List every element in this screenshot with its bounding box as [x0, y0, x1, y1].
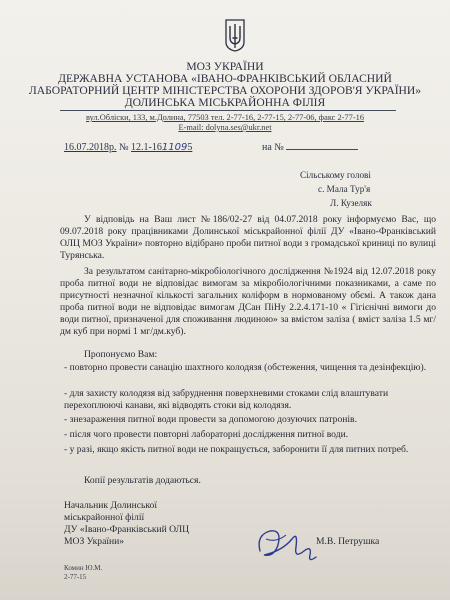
email-line: E-mail: dolyna.ses@ukr.net: [178, 123, 272, 132]
reference-number: 12.1-1611095: [131, 142, 193, 153]
ministry-title: МОЗ УКРАЇНИ: [186, 60, 264, 73]
author-name: Комин Ю.М.: [64, 564, 103, 572]
proposal-item: - після чого провести повторні лабораторні дослідження питної води.: [64, 429, 349, 440]
recipient-title: Сільському голові: [300, 170, 371, 180]
institution-line-1: ДЕРЖАВНА УСТАНОВА «ІВАНО-ФРАНКІВСЬКИЙ ОБЛАСНИЙ: [58, 72, 392, 85]
paragraph-results: За результатом санітарно-мікробіологічного дослідження №1924 від 12.07.2018 року проба питної води не відповідає вимогам за мікробіологічними показниками, а саме по присутності незначної кількості загальних коліформ в нормованому обємі. А також дана проба питної води не відповідає вимогам ДСан ПіНу 2.2.4.171-10 « Гігієнічні вимоги до води питної, призначеної для споживання людиною» за вмістом заліза ( вміст заліза 1.5 мг/дм куб при нормі 1 мг/дм.куб).: [60, 266, 436, 337]
paragraph-response: У відповідь на Ваш лист №186/02-27 від 04.07.2018 року інформуємо Вас, що 09.07.2018 року працівниками Долинської міськрайонної філії ДУ «Івано-Франківський ОЛЦ МОЗ України» повторно відібрано проби питної води з громадської криниці по вулиці Турянська.: [60, 214, 436, 261]
signatory-line-3: ДУ «Івано-Франківський ОЛЦ: [64, 524, 190, 535]
proposals-title: Пропонуємо Вам:: [84, 349, 158, 360]
proposal-item: - повторно провести санацію шахтного колодязя (обстеження, чищення та дезінфекцію).: [64, 362, 427, 373]
signatory-line-4: МОЗ України»: [64, 536, 125, 547]
reply-to-line: на №: [262, 142, 358, 153]
recipient-village: с. Мала Тур'я: [318, 184, 371, 194]
address-line: вул.Обліски, 133, м.Долина, 77503 тел. 2-77-16, 2-77-15, 2-77-06, факс 2-77-16: [85, 113, 365, 122]
handwritten-number: 1109: [161, 142, 188, 153]
handwritten-signature: [252, 521, 324, 567]
institution-line-2: ЛАБОРАТОРНИЙ ЦЕНТР МІНІСТЕРСТВА ОХОРОНИ ЗДОРОВ'Я УКРАЇНИ»: [28, 84, 422, 97]
author-phone: 2-77-15: [64, 573, 87, 581]
signatory-line-1: Начальник Долинської: [64, 500, 157, 511]
reference-line: [64, 142, 192, 153]
signatory-name: М.В. Петрушка: [316, 536, 380, 547]
header-divider: [60, 110, 396, 111]
institution-line-3: ДОЛИНСЬКА МІСЬКРАЙОННА ФІЛІЯ: [124, 96, 326, 109]
trident-emblem-icon: [224, 18, 246, 52]
reference-date: 16.07.2018р.: [64, 142, 117, 153]
proposal-item: - у разі, якщо якість питної води не покращується, заборонити її для питних потреб.: [64, 444, 409, 455]
copies-note: Копії результатів додаються.: [84, 475, 201, 486]
proposal-item: - знезараження питної води провести за допомогою дозуючих патронів.: [64, 414, 357, 425]
signatory-line-2: міськрайонної філії: [64, 512, 145, 523]
reference-no-label: №: [119, 142, 129, 153]
recipient-name: Л. Кузеляк: [330, 198, 372, 208]
proposal-item: - для захисту колодязя від забруднення поверхневими стоками слід влаштувати перехоплюючі канави, які відводять стоки від колодязя.: [64, 388, 389, 412]
